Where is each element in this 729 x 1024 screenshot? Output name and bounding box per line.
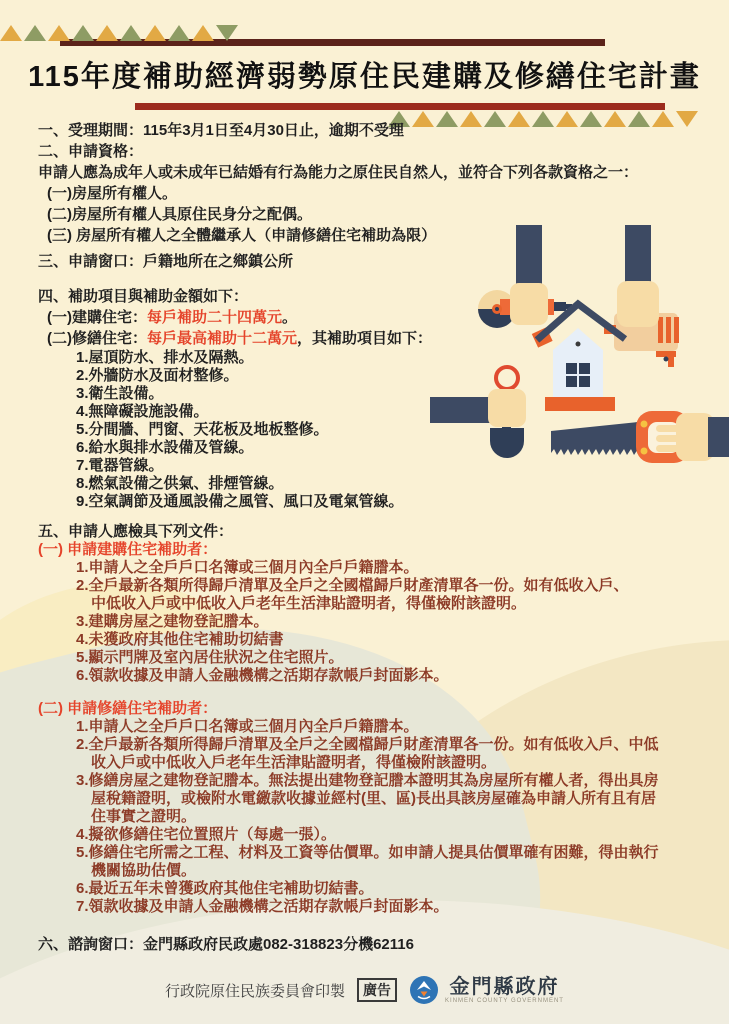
body-line: 機關協助估價。 xyxy=(91,862,197,879)
body-line: 2.外牆防水及面材整修。 xyxy=(76,367,239,384)
body-line: 3.修繕房屋之建物登記謄本。無法提出建物登記謄本證明其為房屋所有權人者，得出具房 xyxy=(76,772,659,789)
body-line: 6.領款收據及申請人金融機構之活期存款帳戶封面影本。 xyxy=(76,667,449,684)
body-line: 1.申請人之全戶戶口名簿或三個月內全戶戶籍謄本。 xyxy=(76,718,419,735)
body-line: 1.申請人之全戶戶口名簿或三個月內全戶戶籍謄本。 xyxy=(76,559,419,576)
body-line: 三、申請窗口：戶籍地所在之鄉鎮公所 xyxy=(38,253,294,270)
body-text xyxy=(38,120,706,955)
body-line: 6.最近五年未曾獲政府其他住宅補助切結書。 xyxy=(76,880,374,897)
body-line: (二)修繕住宅：每戶最高補助十二萬元，其補助項目如下： xyxy=(47,330,433,347)
body-line: 中低收入戶或中低收入戶老年生活津貼證明者，得僅檢附該證明。 xyxy=(91,595,527,612)
body-line: 4.擬欲修繕住宅位置照片（每處一張）。 xyxy=(76,826,337,843)
body-line: 住事實之證明。 xyxy=(91,808,197,825)
body-line: 五、申請人應檢具下列文件： xyxy=(38,523,234,540)
body-line: (一)建購住宅：每戶補助二十四萬元。 xyxy=(47,309,298,326)
body-line: 9.空氣調節及通風設備之風管、風口及電氣管線。 xyxy=(76,493,404,510)
body-line: 二、申請資格： xyxy=(38,143,144,160)
body-line: 5.顯示門牌及室內居住狀況之住宅照片。 xyxy=(76,649,344,666)
body-line: 1.屋頂防水、排水及隔熱。 xyxy=(76,349,254,366)
kinmen-logo-title: 金門縣政府 xyxy=(449,976,560,998)
body-line: (二)房屋所有權人具原住民身分之配偶。 xyxy=(47,206,312,223)
body-line: (三) 房屋所有權人之全體繼承人（申請修繕住宅補助為限） xyxy=(47,227,437,244)
body-line: 收入戶或中低收入戶老年生活津貼證明者，得僅檢附該證明。 xyxy=(91,754,497,771)
body-line: 3.建購房屋之建物登記謄本。 xyxy=(76,613,269,630)
triangle-shape xyxy=(0,25,22,41)
triangle-shape xyxy=(216,25,238,41)
page-title: 115年度補助經濟弱勢原住民建購及修繕住宅計畫 xyxy=(28,61,701,93)
kinmen-emblem-icon xyxy=(409,975,439,1005)
body-line: 六、諮詢窗口：金門縣政府民政處082-318823分機62116 xyxy=(38,936,414,953)
triangle-shape xyxy=(24,25,46,41)
triangle-pattern-top xyxy=(0,25,240,41)
body-line: 5.修繕住宅所需之工程、材料及工資等估價單。如申請人提具估價單確有困難，得由執行 xyxy=(76,844,659,861)
body-line: 2.全戶最新各類所得歸戶清單及全戶之全國檔歸戶財產清單各一份。如有低收入戶、中低 xyxy=(76,736,659,753)
body-line: 一、受理期間：115年3月1日至4月30日止，逾期不受理 xyxy=(38,122,404,139)
ad-label: 廣告 xyxy=(357,978,397,1002)
triangle-shape xyxy=(120,25,142,41)
body-line: 6.給水與排水設備及管線。 xyxy=(76,439,254,456)
body-line: 3.衛生設備。 xyxy=(76,385,164,402)
triangle-shape xyxy=(168,25,190,41)
print-credit: 行政院原住民族委員會印製 xyxy=(165,982,346,1000)
footer xyxy=(0,975,729,1005)
triangle-shape xyxy=(72,25,94,41)
triangle-shape xyxy=(48,25,70,41)
body-line: 8.燃氣設備之供氣、排煙管線。 xyxy=(76,475,284,492)
body-line: 2.全戶最新各類所得歸戶清單及全戶之全國檔歸戶財產清單各一份。如有低收入戶、 xyxy=(76,577,629,594)
triangle-shape xyxy=(96,25,118,41)
body-line: (一) 申請建購住宅補助者： xyxy=(38,541,218,558)
body-line: 7.電器管線。 xyxy=(76,457,164,474)
body-line: 四、補助項目與補助金額如下： xyxy=(38,288,249,305)
body-line: 7.領款收據及申請人金融機構之活期存款帳戶封面影本。 xyxy=(76,898,449,915)
body-line: (二) 申請修繕住宅補助者： xyxy=(38,700,218,717)
triangle-shape xyxy=(192,25,214,41)
body-line: 5.分間牆、門窗、天花板及地板整修。 xyxy=(76,421,329,438)
kinmen-logo xyxy=(409,975,564,1005)
body-line: 屋稅籍證明，或檢附水電繳款收據並經村(里、區)長出具該房屋確為申請人所有且有居 xyxy=(91,790,656,807)
body-line: 4.無障礙設施設備。 xyxy=(76,403,209,420)
body-line: (一)房屋所有權人。 xyxy=(47,185,177,202)
body-line: 4.未獲政府其他住宅補助切結書 xyxy=(76,631,284,648)
triangle-shape xyxy=(144,25,166,41)
kinmen-logo-subtitle: KINMEN COUNTY GOVERNMENT xyxy=(445,998,564,1004)
title-rule-bottom xyxy=(135,103,665,110)
body-line: 申請人應為成年人或未成年已結婚有行為能力之原住民自然人，並符合下列各款資格之一： xyxy=(38,164,639,181)
